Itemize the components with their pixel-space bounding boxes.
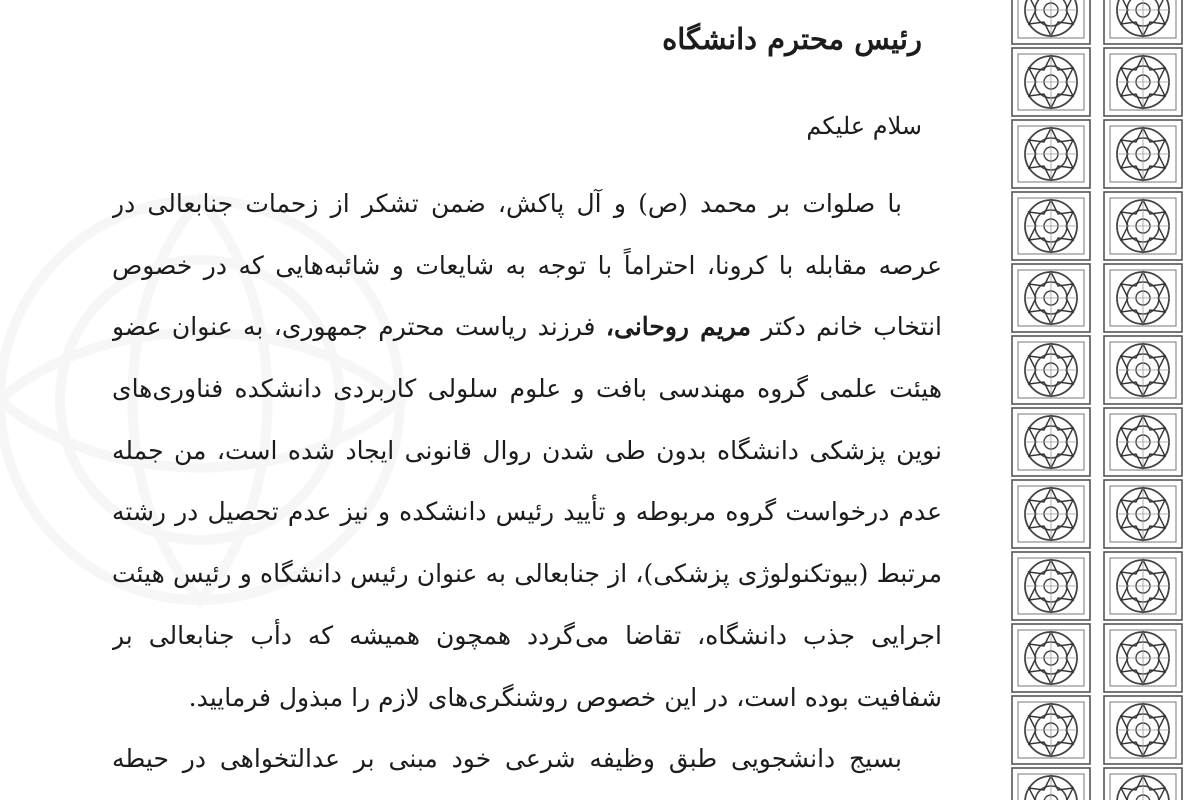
paragraph-line: مرتبط (بیوتکنولوژی پزشکی)، از جنابعالی به عنوان رئیس دانشگاه و رئیس هیئت	[112, 559, 942, 589]
line-text: فرزند ریاست محترم جمهوری، به عنوان عضو	[112, 312, 606, 342]
paragraph-line: عدم درخواست گروه مربوطه و تأیید رئیس دانشکده و نیز عدم تحصیل در رشته	[112, 497, 942, 527]
paragraph-line: اجرایی جذب دانشگاه، تقاضا می‌گردد همچون همیشه که دأب جنابعالی بر	[112, 620, 942, 650]
line-text: انتخاب خانم دکتر	[750, 312, 942, 342]
salutation: سلام علیکم	[806, 112, 922, 140]
paragraph-line: هیئت علمی گروه مهندسی بافت و علوم سلولی کاربردی دانشکده فناوری‌های	[112, 374, 942, 404]
paragraph-line: شفافیت بوده است، در این خصوص روشنگری‌های لازم را مبذول فرمایید.	[188, 682, 942, 712]
letter-title: رئیس محترم دانشگاه	[662, 22, 922, 56]
paragraph-line: عرصه مقابله با کرونا، احتراماً با توجه به شایعات و شائبه‌هایی که در خصوص	[112, 250, 942, 280]
paragraph-line: نوین پزشکی دانشگاه بدون طی شدن روال قانونی ایجاد شده است، من جمله	[112, 435, 942, 465]
paragraph-line: با صلوات بر محمد (ص) و آل پاکش، ضمن تشکر از زحمات جنابعالی در	[112, 189, 902, 218]
paragraph-1	[112, 173, 942, 790]
decorative-border-pattern	[998, 0, 1200, 800]
highlighted-name: مریم روحانی،	[605, 312, 751, 342]
paragraph-line	[112, 296, 942, 358]
letter-body	[112, 0, 942, 800]
paragraph-2-line: بسیج دانشجویی طبق وظیفه شرعی خود مبنی بر عدالتخواهی در حیطه	[112, 744, 902, 774]
